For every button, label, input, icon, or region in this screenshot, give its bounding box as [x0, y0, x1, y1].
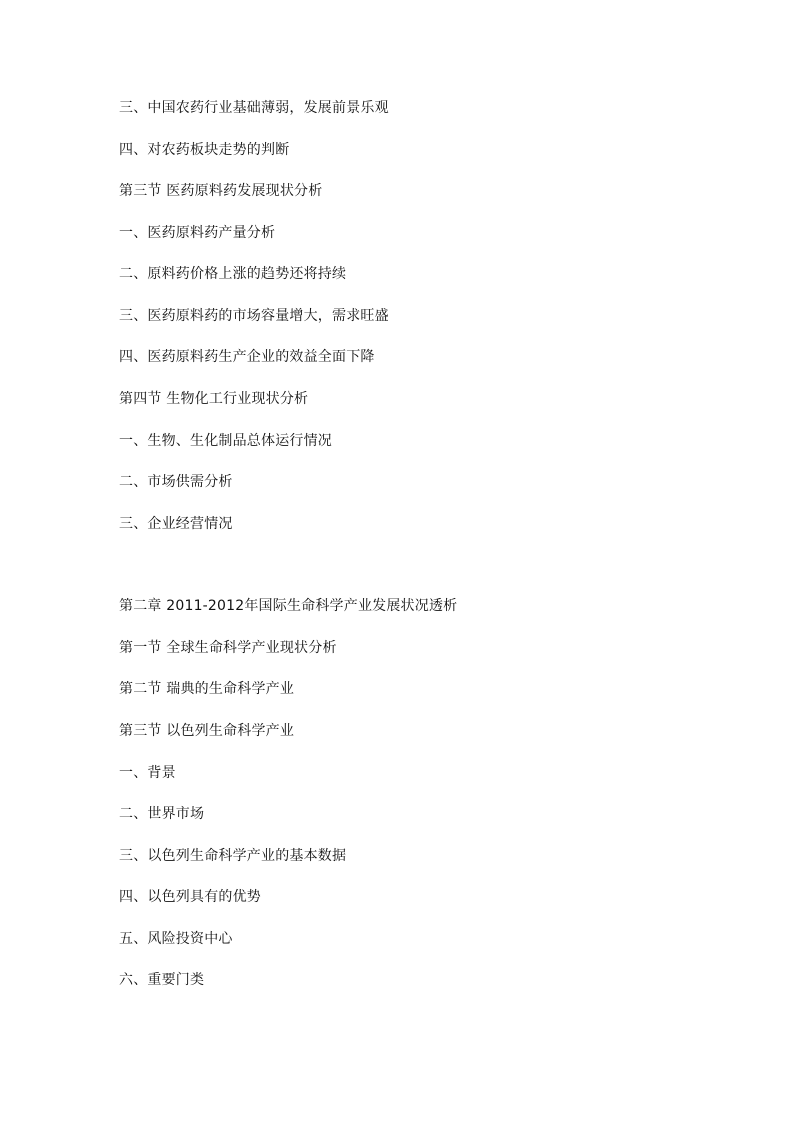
toc-section-heading: 第三节 医药原料药发展现状分析 — [119, 183, 323, 199]
toc-item: 一、医药原料药产量分析 — [119, 225, 276, 241]
toc-item: 一、背景 — [119, 765, 176, 781]
toc-item: 二、世界市场 — [119, 806, 205, 822]
toc-section-heading: 第一节 全球生命科学产业现状分析 — [119, 640, 337, 656]
toc-item: 四、医药原料药生产企业的效益全面下降 — [119, 349, 375, 365]
toc-item: 四、以色列具有的优势 — [119, 889, 261, 905]
toc-item: 二、原料药价格上涨的趋势还将持续 — [119, 266, 347, 282]
toc-item: 六、重要门类 — [119, 972, 205, 988]
toc-item: 三、医药原料药的市场容量增大，需求旺盛 — [119, 308, 389, 324]
toc-chapter-heading: 第二章 2011-2012年国际生命科学产业发展状况透析 — [119, 598, 458, 614]
toc-item: 三、以色列生命科学产业的基本数据 — [119, 848, 347, 864]
toc-section-heading: 第三节 以色列生命科学产业 — [119, 723, 295, 739]
toc-item: 一、生物、生化制品总体运行情况 — [119, 433, 332, 449]
toc-item: 三、企业经营情况 — [119, 516, 233, 532]
toc-section-heading: 第二节 瑞典的生命科学产业 — [119, 681, 295, 697]
toc-item: 四、对农药板块走势的判断 — [119, 142, 290, 158]
toc-item: 三、中国农药行业基础薄弱，发展前景乐观 — [119, 100, 389, 116]
toc-section-heading: 第四节 生物化工行业现状分析 — [119, 391, 309, 407]
toc-item: 二、市场供需分析 — [119, 474, 233, 490]
toc-item: 五、风险投资中心 — [119, 931, 233, 947]
